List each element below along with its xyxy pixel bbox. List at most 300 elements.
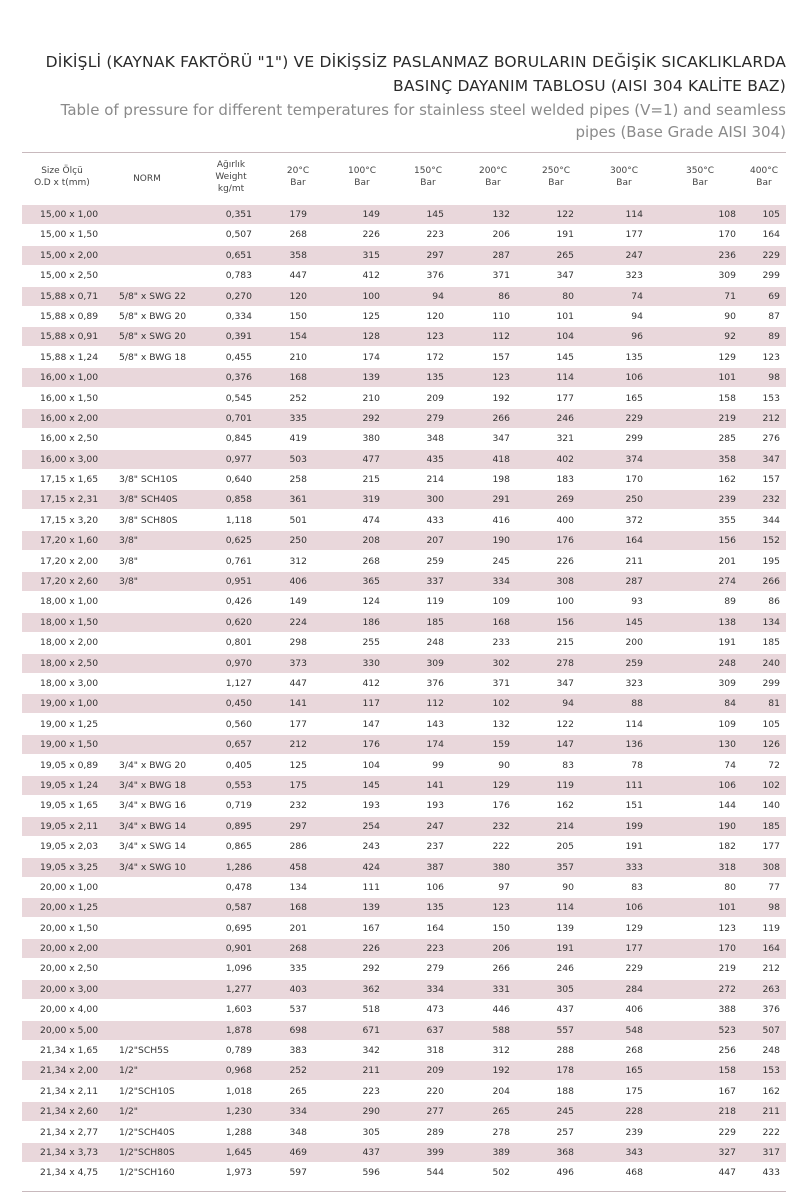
pressure-cell: 145: [556, 351, 574, 363]
pressure-cell: 135: [426, 902, 444, 914]
pressure-cell: 94: [562, 698, 574, 710]
pressure-cell: 335: [289, 412, 307, 424]
table-row: [22, 572, 786, 591]
pressure-cell: 259: [426, 555, 444, 567]
table-row: [22, 592, 786, 611]
weight-cell: 0,391: [225, 331, 252, 343]
pressure-cell: 112: [492, 331, 510, 343]
pressure-cell: 210: [362, 392, 380, 404]
size-cell: 16,00 x 3,00: [40, 453, 99, 465]
pressure-cell: 206: [492, 229, 510, 241]
pressure-cell: 403: [289, 983, 307, 995]
pressure-cell: 387: [426, 861, 444, 873]
pressure-cell: 496: [556, 1167, 574, 1179]
weight-cell: 0,845: [225, 433, 252, 445]
pressure-cell: 433: [426, 514, 444, 526]
pressure-cell: 279: [426, 963, 444, 975]
weight-cell: 0,270: [225, 290, 252, 302]
col-header-temp-150: [403, 165, 453, 189]
pressure-cell: 165: [625, 1065, 643, 1077]
size-cell: 15,00 x 2,00: [40, 249, 99, 261]
pressure-cell: 69: [768, 290, 780, 302]
pressure-cell: 229: [625, 963, 643, 975]
pressure-cell: 167: [362, 922, 380, 934]
pressure-cell: 135: [625, 351, 643, 363]
pressure-cell: 94: [631, 310, 643, 322]
pressure-cell: 201: [289, 922, 307, 934]
table-top-divider: [22, 152, 786, 153]
table-row: [22, 939, 786, 958]
size-cell: 20,00 x 4,00: [40, 1004, 99, 1016]
pressure-cell: 101: [556, 310, 574, 322]
col-header-norm-line: NORM: [133, 174, 161, 184]
pressure-cell: 168: [492, 616, 510, 628]
size-cell: 17,20 x 2,60: [40, 576, 99, 588]
weight-cell: 1,878: [225, 1024, 252, 1036]
pressure-cell: 164: [762, 229, 780, 241]
table-row: [22, 348, 786, 367]
pressure-cell: 308: [556, 576, 574, 588]
weight-cell: 0,640: [225, 474, 252, 486]
pressure-cell: 285: [718, 433, 736, 445]
pressure-cell: 321: [556, 433, 574, 445]
weight-cell: 0,701: [225, 412, 252, 424]
pressure-cell: 358: [289, 249, 307, 261]
pressure-cell: 335: [289, 963, 307, 975]
pressure-cell: 106: [625, 372, 643, 384]
pressure-cell: 224: [289, 616, 307, 628]
pressure-cell: 162: [556, 800, 574, 812]
pressure-cell: 348: [426, 433, 444, 445]
pressure-cell: 671: [362, 1024, 380, 1036]
pressure-cell: 312: [492, 1045, 510, 1057]
norm-cell: 1/2"SCH5S: [119, 1045, 169, 1057]
norm-cell: 3/8" SCH10S: [119, 474, 178, 486]
pressure-cell: 145: [426, 209, 444, 220]
pressure-cell: 357: [556, 861, 574, 873]
pressure-cell: 182: [718, 841, 736, 853]
table-row: [22, 858, 786, 877]
pressure-cell: 88: [631, 698, 643, 710]
pressure-cell: 177: [556, 392, 574, 404]
pressure-cell: 168: [289, 902, 307, 914]
col-header-temp-line: 300°C: [610, 166, 638, 176]
col-header-temp-300: [599, 165, 649, 189]
pressure-cell: 469: [289, 1146, 307, 1158]
weight-cell: 0,865: [225, 841, 252, 853]
pressure-cell: 81: [768, 698, 780, 710]
pressure-cell: 123: [718, 922, 736, 934]
weight-cell: 0,951: [225, 576, 252, 588]
col-header-temp-line: Bar: [756, 178, 772, 188]
pressure-cell: 308: [762, 861, 780, 873]
pressure-cell: 86: [768, 596, 780, 608]
pressure-cell: 90: [562, 881, 574, 893]
pressure-cell: 106: [426, 881, 444, 893]
table-row: [22, 1000, 786, 1019]
norm-cell: 3/4" x BWG 14: [119, 820, 187, 832]
pressure-cell: 74: [631, 290, 643, 302]
size-cell: 15,88 x 0,71: [40, 290, 99, 302]
norm-cell: 5/8" x BWG 18: [119, 351, 187, 363]
pressure-cell: 176: [492, 800, 510, 812]
pressure-cell: 473: [426, 1004, 444, 1016]
pressure-cell: 265: [492, 1106, 510, 1118]
pressure-cell: 101: [718, 372, 736, 384]
pressure-cell: 211: [625, 555, 643, 567]
pressure-cell: 232: [762, 494, 780, 506]
pressure-cell: 101: [718, 902, 736, 914]
norm-cell: 1/2": [119, 1065, 139, 1077]
pressure-cell: 291: [492, 494, 510, 506]
pressure-cell: 123: [492, 372, 510, 384]
col-header-weight-line: Ağırlık: [216, 160, 246, 170]
size-cell: 21,34 x 2,60: [40, 1106, 99, 1118]
norm-cell: 5/8" x SWG 22: [119, 290, 186, 302]
pressure-cell: 416: [492, 514, 510, 526]
pressure-cell: 268: [625, 1045, 643, 1057]
pressure-cell: 276: [762, 433, 780, 445]
size-cell: 17,20 x 1,60: [40, 535, 99, 547]
pressure-cell: 201: [718, 555, 736, 567]
pressure-cell: 287: [492, 249, 510, 261]
weight-cell: 0,507: [225, 229, 252, 241]
pressure-cell: 83: [631, 881, 643, 893]
pressure-cell: 214: [426, 474, 444, 486]
pressure-cell: 347: [492, 433, 510, 445]
pressure-cell: 126: [762, 739, 780, 751]
size-cell: 20,00 x 1,25: [40, 902, 99, 914]
pressure-cell: 358: [718, 453, 736, 465]
pressure-cell: 98: [768, 902, 780, 914]
pressure-cell: 247: [625, 249, 643, 261]
table-row: [22, 694, 786, 713]
weight-cell: 0,351: [225, 209, 252, 220]
pressure-cell: 110: [492, 310, 510, 322]
size-cell: 21,34 x 2,00: [40, 1065, 99, 1077]
col-header-size-line: Size Ölçü: [41, 166, 83, 176]
pressure-cell: 383: [289, 1045, 307, 1057]
size-cell: 19,05 x 1,24: [40, 779, 99, 791]
pressure-cell: 128: [362, 331, 380, 343]
pressure-cell: 319: [362, 494, 380, 506]
pressure-cell: 342: [362, 1045, 380, 1057]
pressure-cell: 195: [762, 555, 780, 567]
pressure-cell: 330: [362, 657, 380, 669]
pressure-cell: 507: [762, 1024, 780, 1036]
pressure-cell: 105: [762, 718, 780, 730]
pressure-cell: 106: [718, 779, 736, 791]
size-cell: 20,00 x 2,50: [40, 963, 99, 975]
norm-cell: 3/8": [119, 535, 139, 547]
pressure-cell: 120: [426, 310, 444, 322]
pressure-cell: 193: [426, 800, 444, 812]
pressure-cell: 229: [625, 412, 643, 424]
size-cell: 19,00 x 1,50: [40, 739, 99, 751]
size-cell: 20,00 x 1,00: [40, 881, 99, 893]
pressure-cell: 334: [289, 1106, 307, 1118]
size-cell: 20,00 x 5,00: [40, 1024, 99, 1036]
size-cell: 15,00 x 1,50: [40, 229, 99, 241]
pressure-cell: 266: [762, 576, 780, 588]
pressure-cell: 223: [426, 229, 444, 241]
pressure-cell: 298: [289, 637, 307, 649]
table-row: [22, 1123, 786, 1142]
pressure-cell: 111: [625, 779, 643, 791]
table-row: [22, 1163, 786, 1182]
col-header-temp-line: 250°C: [542, 166, 570, 176]
pressure-cell: 132: [492, 718, 510, 730]
pressure-cell: 86: [498, 290, 510, 302]
pressure-cell: 219: [718, 963, 736, 975]
weight-cell: 1,127: [225, 677, 252, 689]
pressure-cell: 132: [492, 209, 510, 220]
weight-cell: 0,405: [225, 759, 252, 771]
size-cell: 19,05 x 0,89: [40, 759, 99, 771]
pressure-cell: 104: [362, 759, 380, 771]
pressure-cell: 503: [289, 453, 307, 465]
pressure-cell: 119: [426, 596, 444, 608]
pressure-cell: 446: [492, 1004, 510, 1016]
pressure-cell: 292: [362, 412, 380, 424]
pressure-cell: 596: [362, 1167, 380, 1179]
pressure-cell: 371: [492, 677, 510, 689]
pressure-cell: 309: [426, 657, 444, 669]
pressure-cell: 248: [426, 637, 444, 649]
weight-cell: 0,789: [225, 1045, 252, 1057]
norm-cell: 3/4" x SWG 10: [119, 861, 186, 873]
pressure-cell: 129: [718, 351, 736, 363]
pressure-cell: 220: [426, 1085, 444, 1097]
weight-cell: 0,651: [225, 249, 252, 261]
col-header-temp-line: 400°C: [750, 166, 778, 176]
pressure-cell: 204: [492, 1085, 510, 1097]
pressure-cell: 266: [492, 412, 510, 424]
pressure-cell: 156: [556, 616, 574, 628]
pressure-cell: 136: [625, 739, 643, 751]
pressure-cell: 104: [556, 331, 574, 343]
pressure-cell: 418: [492, 453, 510, 465]
weight-cell: 0,625: [225, 535, 252, 547]
pressure-cell: 419: [289, 433, 307, 445]
col-header-temp-line: Bar: [485, 178, 501, 188]
pressure-cell: 399: [426, 1146, 444, 1158]
size-cell: 19,05 x 1,65: [40, 800, 99, 812]
table-row: [22, 205, 786, 224]
title-line-1: DİKİŞLİ (KAYNAK FAKTÖRÜ "1") VE DİKİŞSİZ PASLANMAZ BORULARIN DEĞİŞİK SICAKLIKLARDA: [45, 53, 786, 71]
pressure-cell: 157: [492, 351, 510, 363]
pressure-cell: 288: [556, 1045, 574, 1057]
pressure-cell: 323: [625, 677, 643, 689]
pressure-cell: 233: [492, 637, 510, 649]
pressure-cell: 102: [492, 698, 510, 710]
size-cell: 17,20 x 2,00: [40, 555, 99, 567]
pressure-cell: 93: [631, 596, 643, 608]
pressure-cell: 250: [289, 535, 307, 547]
pressure-cell: 191: [556, 943, 574, 955]
pressure-cell: 437: [362, 1146, 380, 1158]
norm-cell: 1/2"SCH40S: [119, 1126, 175, 1138]
norm-cell: 5/8" x SWG 20: [119, 331, 186, 343]
pressure-cell: 167: [718, 1085, 736, 1097]
pressure-cell: 123: [762, 351, 780, 363]
pressure-cell: 248: [718, 657, 736, 669]
pressure-cell: 437: [556, 1004, 574, 1016]
pressure-cell: 191: [718, 637, 736, 649]
pressure-cell: 179: [289, 209, 307, 220]
pressure-cell: 90: [724, 310, 736, 322]
pressure-cell: 334: [492, 576, 510, 588]
pressure-cell: 153: [762, 1065, 780, 1077]
table-row: [22, 878, 786, 897]
pressure-cell: 597: [289, 1167, 307, 1179]
pressure-cell: 106: [625, 902, 643, 914]
pressure-cell: 252: [289, 1065, 307, 1077]
pressure-cell: 114: [556, 902, 574, 914]
table-row: [22, 531, 786, 550]
pressure-cell: 226: [362, 943, 380, 955]
pressure-cell: 263: [762, 983, 780, 995]
pressure-cell: 361: [289, 494, 307, 506]
pressure-cell: 362: [362, 983, 380, 995]
pressure-cell: 318: [718, 861, 736, 873]
pressure-cell: 192: [492, 1065, 510, 1077]
pressure-cell: 226: [556, 555, 574, 567]
weight-cell: 0,376: [225, 372, 252, 384]
weight-cell: 0,657: [225, 739, 252, 751]
col-header-temp-line: 150°C: [414, 166, 442, 176]
pressure-cell: 327: [718, 1146, 736, 1158]
size-cell: 19,05 x 2,03: [40, 841, 99, 853]
pressure-cell: 215: [362, 474, 380, 486]
pressure-cell: 254: [362, 820, 380, 832]
pressure-cell: 177: [762, 841, 780, 853]
pressure-cell: 97: [498, 881, 510, 893]
pressure-cell: 376: [426, 677, 444, 689]
col-header-temp-200: [468, 165, 518, 189]
pressure-cell: 255: [362, 637, 380, 649]
pressure-cell: 134: [289, 881, 307, 893]
weight-cell: 0,560: [225, 718, 252, 730]
size-cell: 18,00 x 2,00: [40, 637, 99, 649]
norm-cell: 1/2"SCH160: [119, 1167, 175, 1179]
col-header-temp-line: Bar: [290, 178, 306, 188]
size-cell: 16,00 x 2,00: [40, 412, 99, 424]
pressure-cell: 265: [556, 249, 574, 261]
pressure-cell: 138: [718, 616, 736, 628]
pressure-cell: 355: [718, 514, 736, 526]
table-row: [22, 776, 786, 795]
pressure-cell: 477: [362, 453, 380, 465]
pressure-cell: 122: [556, 718, 574, 730]
pressure-cell: 248: [762, 1045, 780, 1057]
weight-cell: 0,553: [225, 779, 252, 791]
norm-cell: 3/8": [119, 555, 139, 567]
pressure-cell: 80: [562, 290, 574, 302]
pressure-cell: 447: [289, 270, 307, 282]
weight-cell: 1,286: [225, 861, 252, 873]
pressure-cell: 139: [362, 902, 380, 914]
pressure-cell: 144: [718, 800, 736, 812]
pressure-cell: 246: [556, 963, 574, 975]
size-cell: 16,00 x 1,50: [40, 392, 99, 404]
pressure-cell: 406: [289, 576, 307, 588]
size-cell: 19,05 x 3,25: [40, 861, 99, 873]
table-row: [22, 368, 786, 387]
pressure-cell: 150: [492, 922, 510, 934]
pressure-cell: 246: [556, 412, 574, 424]
pressure-cell: 145: [362, 779, 380, 791]
weight-cell: 0,450: [225, 698, 252, 710]
pressure-cell: 174: [426, 739, 444, 751]
pressure-cell: 192: [492, 392, 510, 404]
pressure-cell: 151: [625, 800, 643, 812]
table-row: [22, 735, 786, 754]
col-header-weight-line: Weight: [215, 172, 247, 182]
pressure-cell: 149: [289, 596, 307, 608]
weight-cell: 0,783: [225, 270, 252, 282]
norm-cell: 3/4" x BWG 20: [119, 759, 187, 771]
table-row: [22, 898, 786, 917]
pressure-cell: 518: [362, 1004, 380, 1016]
pressure-cell: 193: [362, 800, 380, 812]
pressure-cell: 90: [498, 759, 510, 771]
pressure-cell: 468: [625, 1167, 643, 1179]
table-row: [22, 919, 786, 938]
pressure-cell: 156: [718, 535, 736, 547]
pressure-cell: 447: [718, 1167, 736, 1179]
table-row: [22, 450, 786, 469]
pressure-cell: 153: [762, 392, 780, 404]
pressure-cell: 207: [426, 535, 444, 547]
pressure-cell: 123: [492, 902, 510, 914]
col-header-temp-line: 20°C: [286, 166, 310, 176]
pressure-cell: 157: [762, 474, 780, 486]
pressure-cell: 185: [426, 616, 444, 628]
pressure-cell: 78: [631, 759, 643, 771]
pressure-cell: 211: [762, 1106, 780, 1118]
pressure-cell: 147: [556, 739, 574, 751]
pressure-cell: 300: [426, 494, 444, 506]
pressure-cell: 222: [762, 1126, 780, 1138]
pressure-cell: 433: [762, 1167, 780, 1179]
table-row: [22, 715, 786, 734]
pressure-cell: 544: [426, 1167, 444, 1179]
pressure-cell: 105: [762, 209, 780, 220]
table-header: [22, 155, 786, 205]
pressure-cell: 120: [289, 290, 307, 302]
pressure-cell: 164: [625, 535, 643, 547]
pressure-cell: 279: [426, 412, 444, 424]
pressure-cell: 266: [492, 963, 510, 975]
pressure-cell: 305: [362, 1126, 380, 1138]
size-cell: 19,00 x 1,00: [40, 698, 99, 710]
size-cell: 17,15 x 2,31: [40, 494, 99, 506]
pressure-cell: 92: [724, 331, 736, 343]
pressure-cell: 109: [492, 596, 510, 608]
pressure-cell: 183: [556, 474, 574, 486]
pressure-cell: 215: [556, 637, 574, 649]
pressure-cell: 374: [625, 453, 643, 465]
table-row: [22, 409, 786, 428]
weight-cell: 0,478: [225, 881, 252, 893]
pressure-cell: 239: [625, 1126, 643, 1138]
pressure-cell: 147: [362, 718, 380, 730]
pressure-cell: 190: [492, 535, 510, 547]
pressure-cell: 141: [289, 698, 307, 710]
table-row: [22, 796, 786, 815]
pressure-cell: 272: [718, 983, 736, 995]
